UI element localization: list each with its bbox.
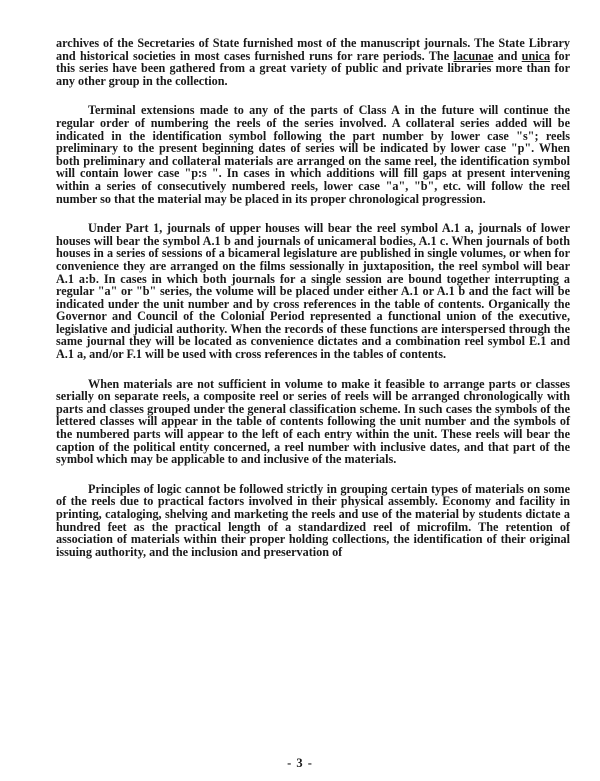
body-text	[56, 37, 570, 575]
paragraph-composite-reels: When materials are not sufficient in volume to make it feasible to arrange parts or classes serially on separate reels, a composite reel or series of reels will be arranged chronologically with parts and classes grouped under the general classification scheme. In such cases the symbols of the lettered classes will appear in the table of contents following the unit number and the symbols of the numbered parts will appear to the left of each entry within the unit. These reels will bear the caption of the political entity concerned, a reel number with inclusive dates, and that part of the symbol which may be applicable to and inclusive of the materials.	[56, 376, 570, 467]
underlined-term-lacunae: lacunae	[453, 48, 494, 63]
page-number: - 3 -	[287, 756, 313, 770]
paragraph-archives	[56, 37, 570, 87]
text-segment: archives of the Secretaries of State furnished most of the manuscript journals. The State Library and historical societies in most cases furnished runs for rare periods. The	[56, 36, 570, 63]
underlined-term-unica: unica	[521, 48, 551, 63]
text-segment: for this series have been gathered from a great variety of public and private libraries more than for any other group in the collection.	[56, 48, 571, 88]
paragraph-part-1-journals: Under Part 1, journals of upper houses will bear the reel symbol A.1 a, journals of lower houses will bear the symbol A.1 b and journals of unicameral bodies, A.1 c. When journals of both houses in a series of sessions of a bicameral legislature are published in single volumes, or when for convenience they are arranged on the films sessionally in juxtaposition, the reel symbol will bear A.1 a:b. In cases in which both journals for a single session are bound together interrupting a regular "a" or "b" series, the volume will be placed under either A.1 or A.1 b and the fact will be indicated under the unit number and by cross references in the table of contents. Organically the Governor and Council of the Colonial Period represented a functional union of the executive, legislative and judicial authority. When the records of these functions are interspersed through the same journal they will be located as convenience dictates and a combination reel symbol E.1 and A.1 a, and/or F.1 will be used with cross references in the tables of contents.	[56, 221, 570, 362]
paragraph-principles-of-logic: Principles of logic cannot be followed strictly in grouping certain types of materials on some of the reels due to practical factors involved in their physical assembly. Economy and facility in printing, cataloging, shelving and marketing the reels and use of the material by students dictate a hundred feet as the practical length of a standardized reel of microfilm. The retention of association of materials within their proper holding collections, the identification of their original issuing authority, and the inclusion and preservation of	[56, 481, 570, 559]
paragraph-terminal-extensions: Terminal extensions made to any of the parts of Class A in the future will continue the regular order of numbering the reels of the series involved. A collateral series added will be indicated in the identification symbol following the part number by lower case "s"; reels preliminary to the present beginning dates of series will be indicated by lower case "p". When both preliminary and collateral materials are arranged on the same reel, the identification symbol will contain lower case "p:s ". In cases in which additions will fill gaps at present intervening within a series of consecutively numbered reels, lower case "a", "b", etc. will follow the reel number so that the material may be placed in its proper chronological progression.	[56, 103, 570, 206]
text-segment: and	[493, 48, 522, 63]
